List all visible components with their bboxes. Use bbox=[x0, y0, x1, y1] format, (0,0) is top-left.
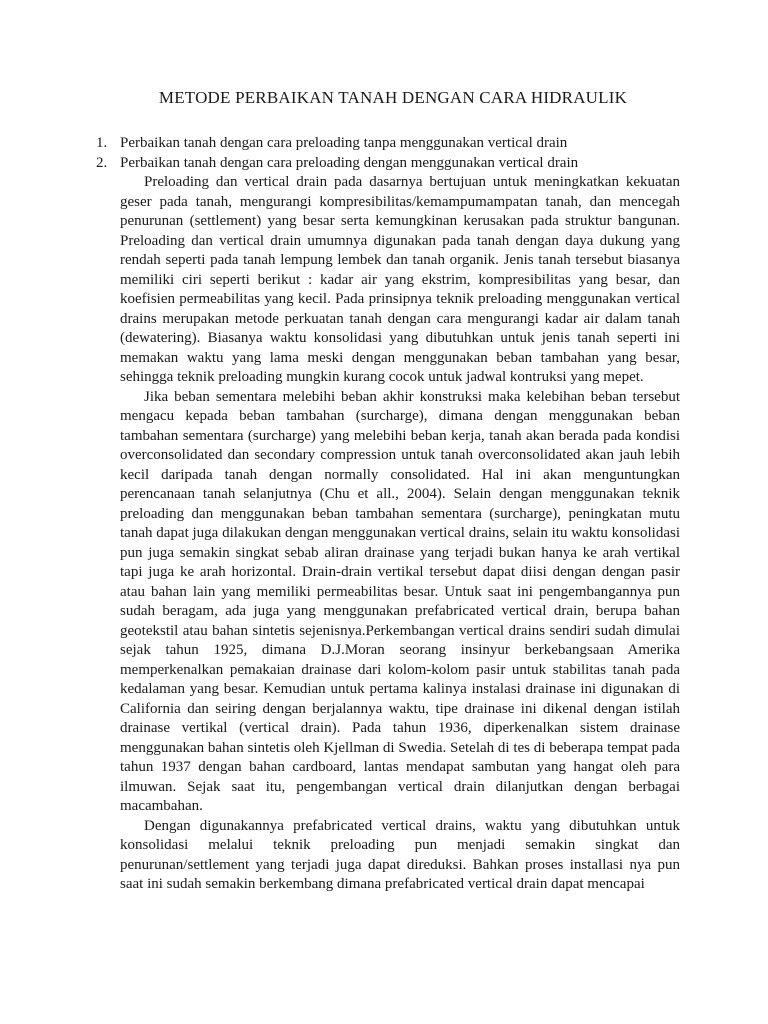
list-item-text: Perbaikan tanah dengan cara preloading dengan menggunakan vertical drain bbox=[120, 154, 579, 171]
list-item-number: 2. bbox=[96, 154, 108, 171]
list-item-text: Perbaikan tanah dengan cara preloading tanpa menggunakan vertical drain bbox=[120, 135, 568, 151]
list-item bbox=[96, 154, 680, 174]
method-list bbox=[96, 134, 680, 173]
paragraph: Dengan digunakannya prefabricated vertical drains, waktu yang dibutuhkan untuk konsolidasi melalui teknik preloading pun menjadi semakin singkat dan penurunan/settlement yang terjadi juga dapat direduksi. Bahkan proses installasi nya pun saat ini sudah semakin berkembang dimana prefabricated vertical drain dapat mencapai bbox=[120, 817, 680, 892]
list-item bbox=[96, 134, 680, 154]
body-text bbox=[120, 173, 680, 895]
document-title: METODE PERBAIKAN TANAH DENGAN CARA HIDRAULIK bbox=[158, 88, 628, 107]
paragraph: Preloading dan vertical drain pada dasarnya bertujuan untuk meningkatkan kekuatan geser pada tanah, mengurangi kompresibilitas/kemampumampatan tanah, dan mencegah penurunan (settlement) yang besar serta kemungkinan kerusakan pada struktur bangunan. Preloading dan vertical drain umumnya digunakan pada tanah dengan daya dukung yang rendah seperti pada tanah lempung lembek dan tanah organik. Jenis tanah tersebut biasanya memiliki ciri seperti berikut : kadar air yang ekstrim, kompresibilitas yang besar, dan koefisien permeabilitas yang kecil. Pada prinsipnya teknik preloading menggunakan vertical drains merupakan metode perkuatan tanah dengan cara mengurangi kadar air dalam tanah (dewatering). Biasanya waktu konsolidasi yang dibutuhkan untuk jenis tanah seperti ini memakan waktu yang lama meski dengan menggunakan beban tambahan yang besar, sehingga teknik preloading mungkin kurang cocok untuk jadwal kontruksi yang mepet. bbox=[120, 174, 680, 385]
paragraph: Jika beban sementara melebihi beban akhir konstruksi maka kelebihan beban tersebut mengacu kepada beban tambahan (surcharge), dimana dengan menggunakan beban tambahan sementara (surcharge) yang melebihi beban kerja, tanah akan berada pada kondisi overconsolidated dan secondary compression untuk tanah overconsolidated akan jauh lebih kecil daripada tanah dengan normally consolidated. Hal ini akan menguntungkan perencanaan tanah selanjutnya (Chu et all., 2004). Selain dengan menggunakan teknik preloading dan menggunakan beban tambahan sementara (surcharge), peningkatan mutu tanah dapat juga dilakukan dengan menggunakan vertical drains, selain itu waktu konsolidasi pun juga semakin singkat sebab aliran drainase yang terjadi bukan hanya ke arah vertikal tapi juga ke arah horizontal. Drain-drain vertikal tersebut dapat diisi dengan dengan pasir atau bahan lain yang memiliki permeabilitas besar. Untuk saat ini pengembangannya pun sudah beragam, ada juga yang menggunakan prefabricated vertical drain, berupa bahan geotekstil atau bahan sintetis sejenisnya.Perkembangan vertical drains sendiri sudah dimulai sejak tahun 1925, dimana D.J.Moran seorang insinyur berkebangsaan Amerika memperkenalkan pemakaian drainase dari kolom-kolom pasir untuk stabilitas tanah pada kedalaman yang besar. Kemudian untuk pertama kalinya instalasi drainase ini digunakan di California dan seiring dengan berjalannya waktu, tipe drainase ini dikenal dengan istilah drainase vertikal (vertical drain). Pada tahun 1936, diperkenalkan sistem drainase menggunakan bahan sintetis oleh Kjellman di Swedia. Setelah di tes di beberapa tempat pada tahun 1937 dengan bahan cardboard, lantas mendapat sambutan yang hangat oleh para ilmuwan. Sejak saat itu, pengembangan vertical drain dilanjutkan dengan berbagai macambahan. bbox=[120, 388, 680, 814]
list-item-number: 1. bbox=[96, 135, 108, 151]
